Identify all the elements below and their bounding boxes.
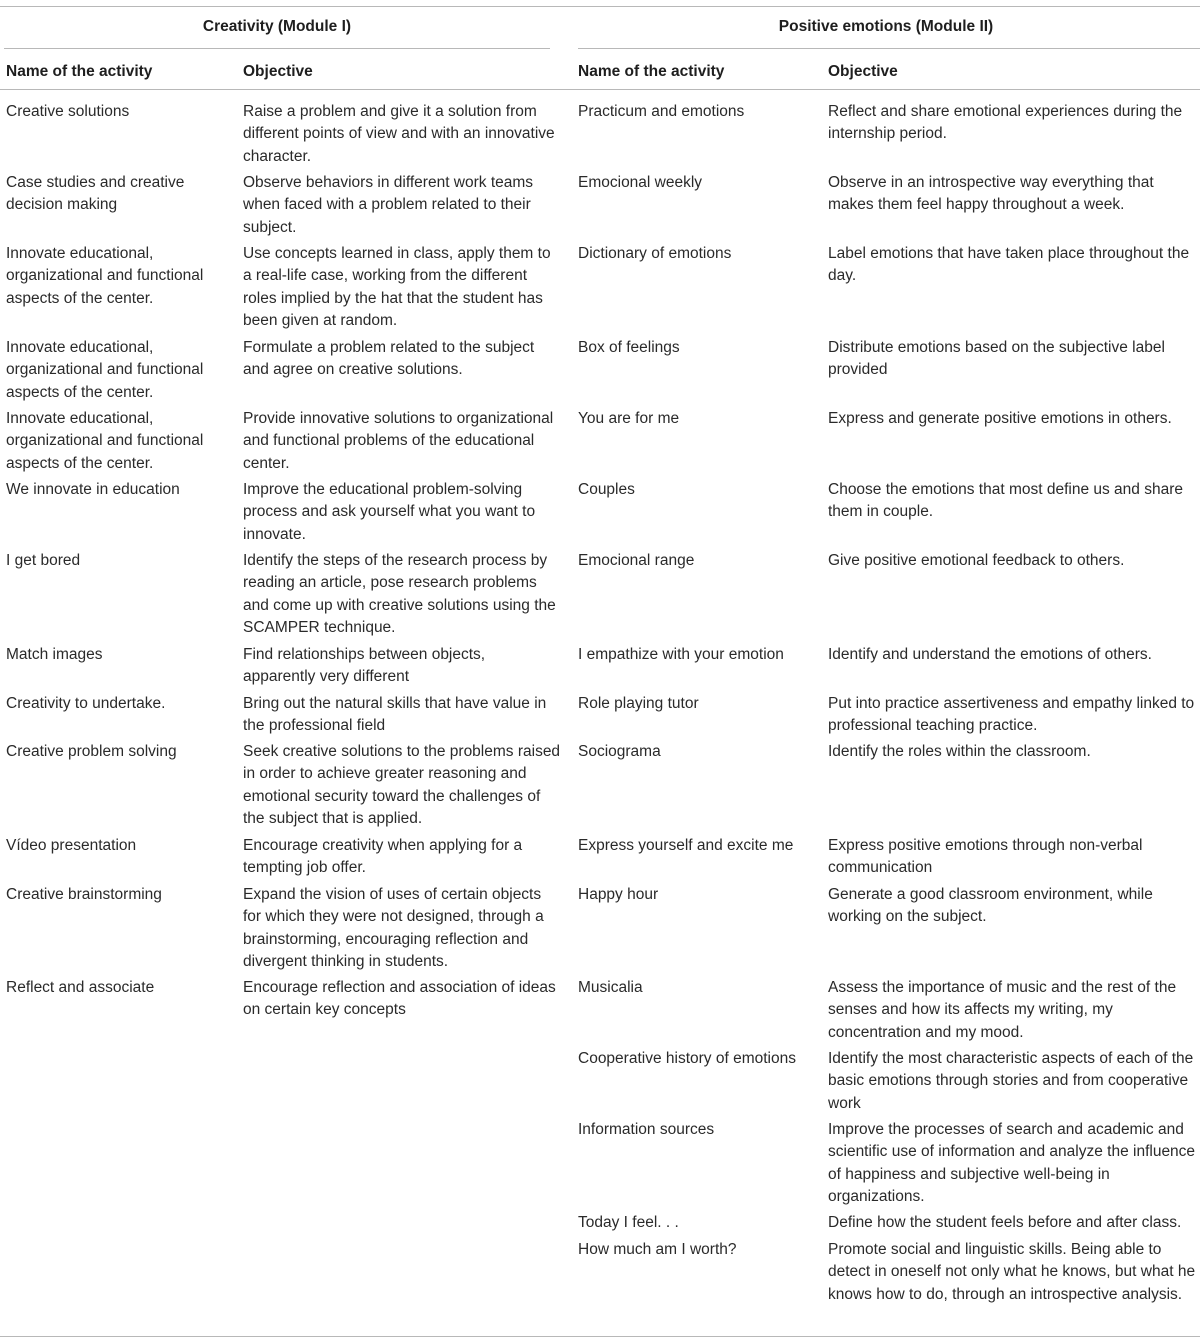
creativity-activity-objective: Provide innovative solutions to organizational and functional problems of the educational center. [243,410,554,472]
emotions-activity-name: Role playing tutor [578,695,699,712]
module-title-positive-emotions: Positive emotions (Module II) [778,18,994,35]
creativity-activity-name: Innovate educational, organizational and functional aspects of the center. [6,339,204,401]
column-header-objective-left: Objective [243,63,313,80]
emotions-activity-objective: Choose the emotions that most define us and share them in couple. [828,481,1183,521]
emotions-activity-name: Information sources [578,1121,715,1138]
creativity-activity-objective: Expand the vision of uses of certain objects for which they were not designed, through a brainstorming, encouraging reflection and divergent thinking in students. [243,886,544,971]
emotions-activity-name: Express yourself and excite me [578,837,794,854]
creativity-activity-objective: Identify the steps of the research process by reading an article, pose research problems and come up with creative solutions using the SCAMPER technique. [243,552,556,637]
creativity-activity-objective: Formulate a problem related to the subject and agree on creative solutions. [243,339,535,379]
emotions-activity-name: Emocional weekly [578,174,703,191]
emotions-activity-name: Emocional range [578,552,695,569]
creativity-activity-objective: Observe behaviors in different work teams when faced with a problem related to their subject. [243,174,534,236]
emotions-activity-objective: Reflect and share emotional experiences during the internship period. [828,103,1183,143]
creativity-activity-name: I get bored [6,552,81,569]
top-rule [0,6,1200,7]
creativity-activity-name: Match images [6,646,103,663]
emotions-activity-name: Dictionary of emotions [578,245,732,262]
emotions-activity-name: Couples [578,481,635,498]
creativity-activity-name: Creative problem solving [6,743,177,760]
emotions-activity-objective: Generate a good classroom environment, while working on the subject. [828,886,1153,926]
column-header-name-right: Name of the activity [578,63,725,80]
creativity-activity-name: Reflect and associate [6,979,155,996]
creativity-activity-objective: Raise a problem and give it a solution from different points of view and with an innovative character. [243,103,555,165]
emotions-activity-name: How much am I worth? [578,1241,737,1258]
emotions-activity-name: You are for me [578,410,680,427]
creativity-activity-objective: Seek creative solutions to the problems raised in order to achieve greater reasoning and emotional security toward the challenges of the subject that is applied. [243,743,561,828]
column-header-name-left: Name of the activity [6,63,153,80]
emotions-activity-name: Happy hour [578,886,659,903]
module-rule-left [4,48,550,49]
emotions-activity-objective: Improve the processes of search and academic and scientific use of information and analyze the influence of happiness and subjective well-being in organizations. [828,1121,1196,1206]
creativity-activity-objective: Find relationships between objects, apparently very different [243,646,486,686]
emotions-activity-objective: Identify the most characteristic aspects of each of the basic emotions through stories and from cooperative work [828,1050,1194,1112]
creativity-activity-objective: Use concepts learned in class, apply them to a real-life case, working from the different roles implied by the hat that the student has been given at random. [243,245,551,330]
module-title-creativity: Creativity (Module I) [202,18,352,35]
emotions-activity-objective: Define how the student feels before and after class. [828,1214,1182,1231]
creativity-activity-name: We innovate in education [6,481,180,498]
creativity-activity-objective: Encourage reflection and association of ideas on certain key concepts [243,979,556,1019]
creativity-activity-objective: Bring out the natural skills that have value in the professional field [243,695,547,735]
creativity-activity-name: Innovate educational, organizational and functional aspects of the center. [6,245,204,307]
emotions-activity-objective: Distribute emotions based on the subjective label provided [828,339,1165,379]
creativity-activity-name: Innovate educational, organizational and functional aspects of the center. [6,410,204,472]
creativity-activity-objective: Improve the educational problem-solving process and ask yourself what you want to innovate. [243,481,536,543]
creativity-activity-name: Creative solutions [6,103,130,120]
creativity-activity-name: Case studies and creative decision making [6,174,185,214]
creativity-activity-objective: Encourage creativity when applying for a tempting job offer. [243,837,523,877]
header-rule [0,89,1200,90]
emotions-activity-objective: Promote social and linguistic skills. Being able to detect in oneself not only what he knows, but what he knows how to do, through an introspective analysis. [828,1241,1196,1303]
creativity-activity-name: Creative brainstorming [6,886,162,903]
emotions-activity-name: Sociograma [578,743,661,760]
module-rule-right [578,48,1200,49]
creativity-activity-name: Vídeo presentation [6,837,137,854]
column-header-objective-right: Objective [828,63,898,80]
emotions-activity-objective: Express positive emotions through non-verbal communication [828,837,1143,877]
creativity-activity-name: Creativity to undertake. [6,695,166,712]
bottom-rule [0,1336,1200,1337]
emotions-activity-name: I empathize with your emotion [578,646,784,663]
emotions-activity-name: Musicalia [578,979,643,996]
emotions-activity-name: Practicum and emotions [578,103,745,120]
emotions-activity-objective: Give positive emotional feedback to others. [828,552,1125,569]
emotions-activity-objective: Identify the roles within the classroom. [828,743,1091,760]
emotions-activity-objective: Assess the importance of music and the rest of the senses and how its affects my writing, my concentration and my mood. [828,979,1177,1041]
emotions-activity-name: Box of feelings [578,339,680,356]
emotions-activity-objective: Put into practice assertiveness and empathy linked to professional teaching practice. [828,695,1195,735]
emotions-activity-objective: Label emotions that have taken place throughout the day. [828,245,1190,285]
emotions-activity-name: Today I feel. . . [578,1214,679,1231]
emotions-activity-objective: Express and generate positive emotions in others. [828,410,1172,427]
emotions-activity-objective: Observe in an introspective way everything that makes them feel happy throughout a week. [828,174,1154,214]
emotions-activity-name: Cooperative history of emotions [578,1050,796,1067]
emotions-activity-objective: Identify and understand the emotions of others. [828,646,1152,663]
